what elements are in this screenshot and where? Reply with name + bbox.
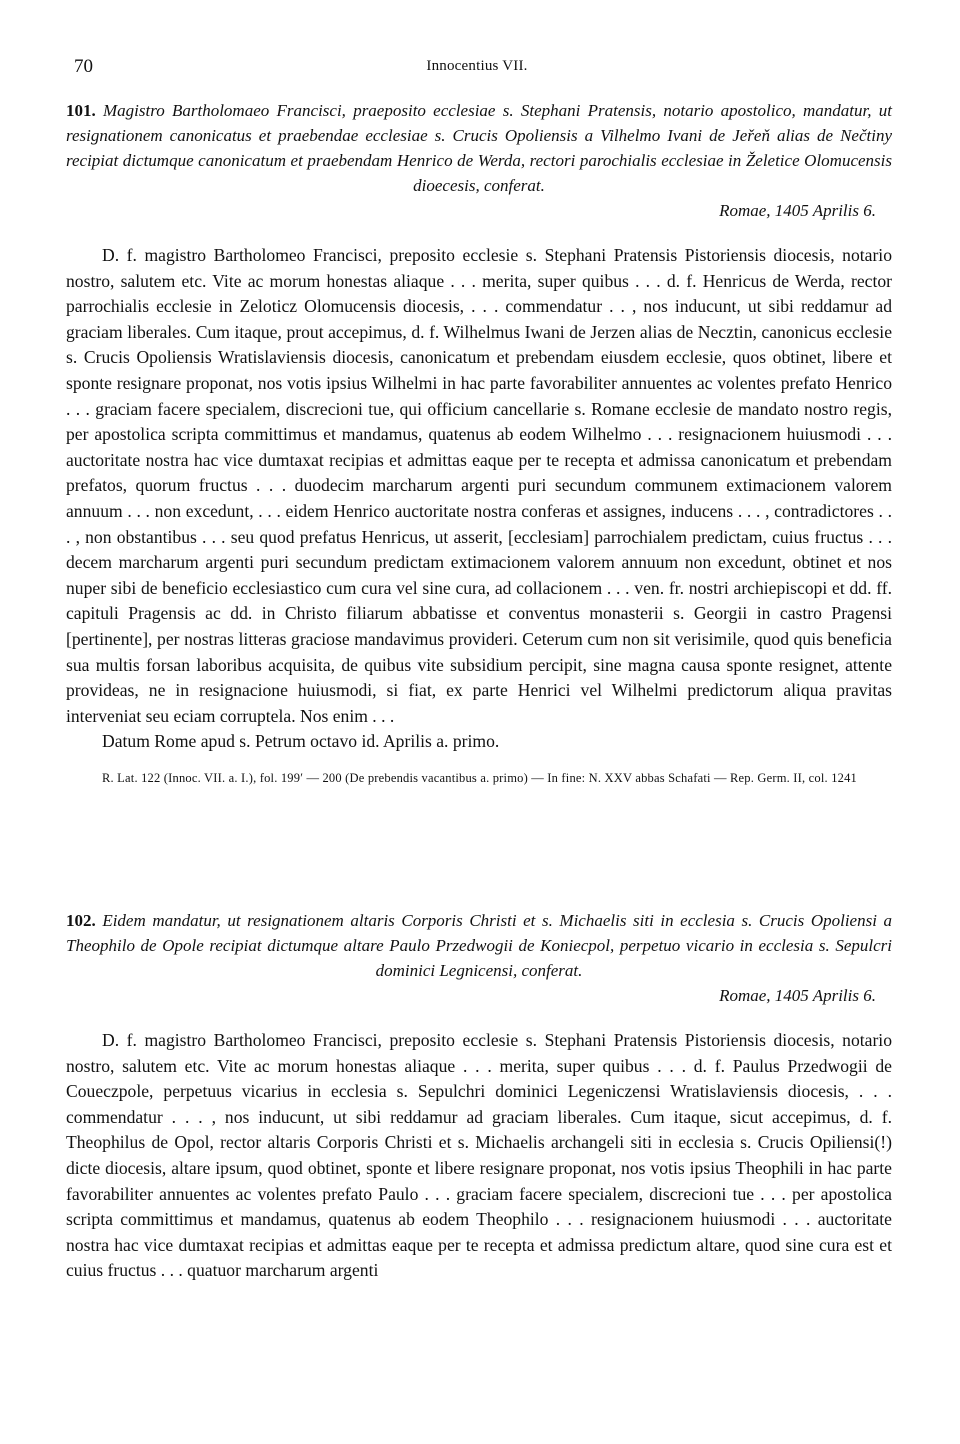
- entry-number: 101.: [66, 101, 96, 120]
- entry-number: 102.: [66, 911, 96, 930]
- entry-101: [66, 98, 892, 789]
- page-number: 70: [74, 56, 93, 77]
- entry-summary: [66, 98, 892, 198]
- entry-body: D. f. magistro Bartholomeo Francisci, preposito ecclesie s. Stephani Pratensis Pistoriensis diocesis, notario nostro, salutem etc. Vite ac morum honestas aliaque . . . merita, super quibus . . . d. f. Paulus Przedwogii de Coueczpole, perpetuus vicarius in ecclesia s. Sepulchri dominici Legeniczensi Wratislaviensis diocesis, . . . commendatur . . . , nos inducunt, ut sibi reddamur ad graciam liberales. Cum itaque, sicut accepimus, d. f. Theophilus de Opol, rector altaris Corporis Christi et s. Michaelis archangeli siti in ecclesia s. Crucis Opiliensi(!) dicte diocesis, altare ipsum, quod obtinet, sponte et libere resignare proponat, nos votis ipsius Theophili in hac parte favorabiliter annuentes ac volentes prefato Paulo . . . graciam facere specialem, discrecioni tue . . . per apostolica scripta committimus et mandamus, quatenus ab eodem Theophilo . . . resignacionem huiusmodi . . . auctoritate nostra hac vice dumtaxat recipias et admittas eaque per te recepta et admissa predictum altare, quod sine cura est et cuius fructus . . . quatuor marcharum argenti: [66, 1030, 892, 1281]
- entry-body: D. f. magistro Bartholomeo Francisci, preposito ecclesie s. Stephani Pratensis Pistoriensis diocesis, notario nostro, salutem etc. Vite ac morum honestas aliaque . . . merita, super quibus . . . d. f. Henricus de Werda, rector parrochialis ecclesie in Zeloticz Olomucensis diocesis, . . . commendatur . . , nos inducunt, ut sibi reddamur ad graciam liberales. Cum itaque, prout accepimus, d. f. Wilhelmus Iwani de Jerzen alias de Necztin, canonicus ecclesie s. Crucis Opoliensis Wratislaviensis diocesis, canonicatum et prebendam eiusdem ecclesie, quos obtinet, libere et sponte resignare proponat, nos votis ipsius Wilhelmi in hac parte favorabiliter annuentes ac volentes prefato Henrico . . . graciam facere specialem, discrecioni tue, qui officium cancellarie s. Romane ecclesie de mandato nostro regis, per apostolica scripta committimus et mandamus, quatenus ab eodem Wilhelmo . . . resignacionem huiusmodi . . . auctoritate nostra hac vice dumtaxat recipias et admittas eaque per te recepta et admissa canonicatum et prebendam prefatos, quorum fructus . . . duodecim marcharum argenti puri secundum communem extimacionem valorem annuum . . . non excedunt, . . . eidem Henrico auctoritate nostra conferas et assignes, inducens . . . , contradictores . . . , non obstantibus . . . seu quod prefatus Henricus, ut asserit, [ecclesiam] parrochialem predictam, cuius fructus . . . decem marcharum argenti puri secundum predictam extimacionem valorem annuum non excedunt, obtinet et nos nuper sibi de beneficio ecclesiastico cum cura vel sine cura, ad collacionem . . . ven. fr. nostri archiepiscopi et dd. ff. capituli Pragensis ac dd. in Christo filiarum abbatisse et conventus monasterii s. Georgii in castro Pragensi [pertinente], per nostras litteras graciose mandavimus provideri. Ceterum cum non sit verisimile, quod quis beneficia sua multis forsan laboribus acquisita, de quibus vite subsidium percipit, sine magna causa sponte resignet, attente provideas, ne in resignacione huiusmodi, si fiat, ex parte Henrici vel Wilhelmi predictorum aliqua pravitas interveniat seu eciam corruptela. Nos enim . . .: [66, 245, 892, 726]
- page-header: [62, 56, 892, 84]
- entry-source: R. Lat. 122 (Innoc. VII. a. I.), fol. 199′ — 200 (De prebendis vacantibus a. primo) — In fine: N. XXV abbas Schafati — Rep. Germ. II, col. 1241: [102, 770, 858, 785]
- summary-text: Eidem mandatur, ut resignationem altaris Corporis Christi et s. Michaelis siti in ecclesia s. Crucis Opoliensi a Theophilo de Opole recipiat dictumque altare Paulo Przedwogii de Koniecpol, perpetuo vicario in ecclesia s. Sepulcri dominici Legnicensi, conferat.: [66, 911, 893, 980]
- summary-text: Magistro Bartholomaeo Francisci, praeposito ecclesiae s. Stephani Pratensis, notario apostolico, mandatur, ut resignationem canonicatus et praebendae ecclesiae s. Crucis Opoliensis a Vilhelmo Ivani de Jeřeň alias de Nečtiny recipiat dictumque canonicatum et praebendam Henrico de Werda, rectori parochialis ecclesiae in Želetice Olomucensis dioecesis, conferat.: [66, 101, 892, 195]
- running-title: Innocentius VII.: [426, 58, 528, 74]
- entry-dateline: Romae, 1405 Aprilis 6.: [719, 986, 876, 1005]
- entry-102: [66, 908, 892, 1284]
- entry-dateline: Romae, 1405 Aprilis 6.: [719, 201, 876, 220]
- entry-closing: Datum Rome apud s. Petrum octavo id. Aprilis a. primo.: [102, 731, 500, 752]
- entry-summary: [66, 908, 892, 983]
